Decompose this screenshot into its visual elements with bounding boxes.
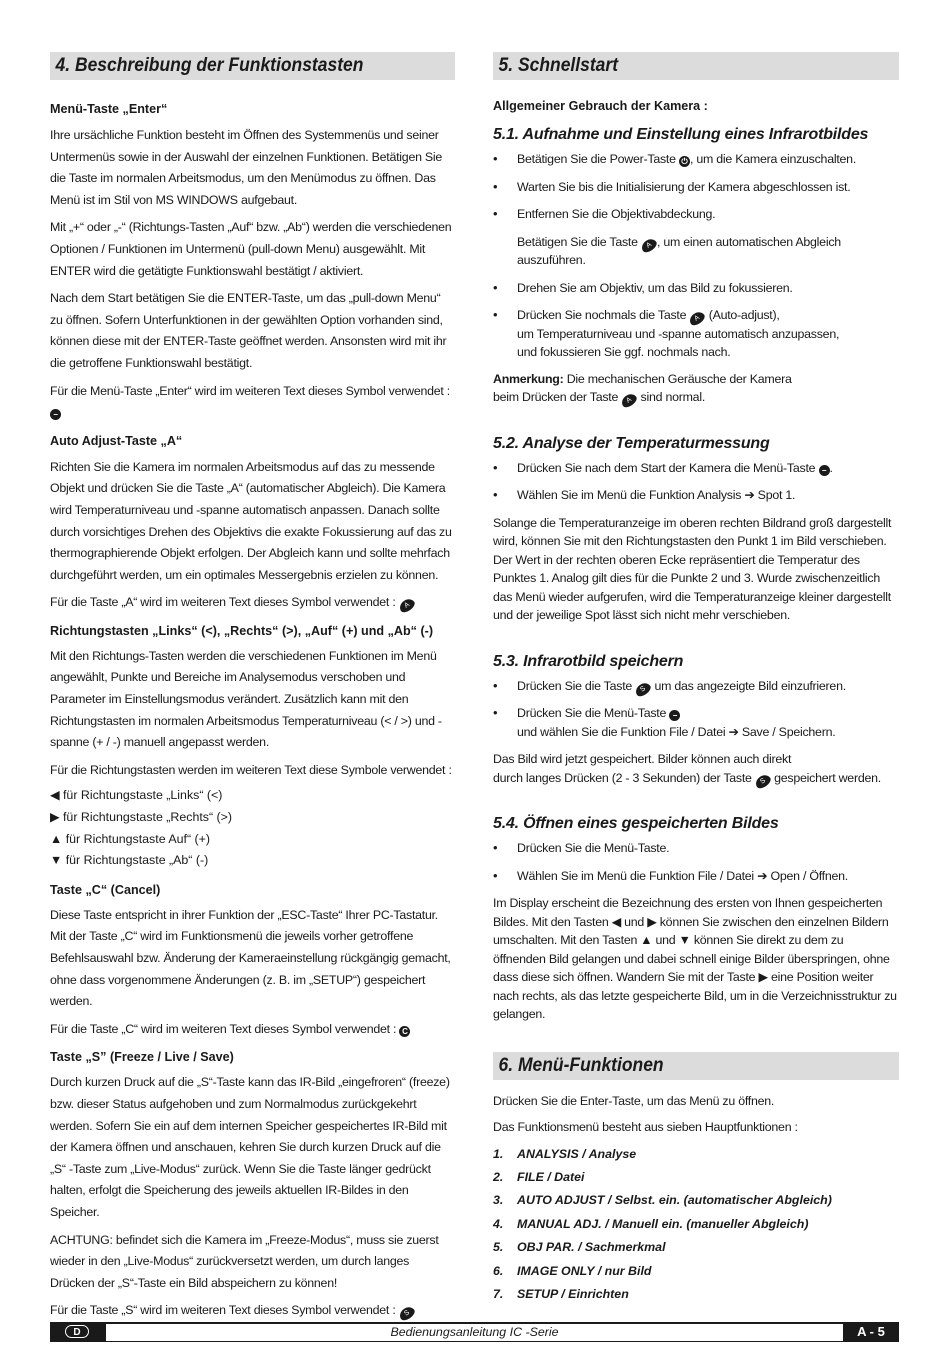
list-item <box>493 1236 899 1259</box>
direction-item-down <box>50 850 455 872</box>
s51-b5-text: Drücken Sie nochmals die Taste <box>517 308 687 322</box>
section-5-2-title: 5.2. Analyse der Temperaturmessung <box>493 434 770 452</box>
list-item-text: SETUP / Einrichten <box>517 1286 629 1301</box>
power-key-icon: ⏻ <box>679 156 690 167</box>
menu-function-list <box>493 1143 899 1307</box>
section-5-title: 5. Schnellstart <box>493 52 899 80</box>
direction-item-left <box>50 785 455 807</box>
enter-key-icon: − <box>669 710 680 721</box>
cancel-key-para: Diese Taste entspricht in ihrer Funktion der „ESC-Taste“ Ihrer PC-Tastatur. Mit der Taste „C“ wird im Funktionsmenü die jeweils vorher getroffene Befehlsauswahl bzw. Änderung der Kameraeinstellung rückgängig gemacht, ohne dass vorgenommene Änderungen (z. B. im „SETUP“) gespeichert werden. <box>50 907 451 1009</box>
s53-bullet-2 <box>493 704 899 741</box>
direction-item-right <box>50 807 455 829</box>
s51-bullet-1 <box>493 150 899 169</box>
direction-item-text: für Richtungstaste „Links“ (<) <box>62 788 223 803</box>
direction-symbol-line: Für die Richtungstasten werden im weiteren Text diese Symbole verwendet : <box>50 762 452 777</box>
right-column <box>493 52 899 1306</box>
s51-bullet-5 <box>493 306 899 362</box>
enter-key-icon: − <box>50 409 61 420</box>
direction-item-text: für Richtungstaste Auf“ (+) <box>65 831 210 846</box>
direction-symbol-list <box>50 785 455 871</box>
s52-para: Solange die Temperaturanzeige im oberen rechten Bildrand groß dargestellt wird, können Sie mit den Richtungstasten den Punkt 1 im Bild verschieben. Der Wert in der rechten oberen Ecke repräsentiert die Temperatur des Punktes 1. Analog gilt dies für die Punkte 2 und 3. Wurde zwischenzeitlich das Menü wieder aufgerufen, wird die Temperaturanzeige kleiner dargestellt und der jeweilige Spot lässt sich nicht mehr verschieben. <box>493 515 892 622</box>
s54-bullet-2: • Wählen Sie im Menü die Funktion File / Datei ➔ Open / Öffnen. <box>493 867 899 886</box>
s51-b3b-text-2: , um einen automatischen Abgleich auszuführen. <box>517 234 841 267</box>
enter-para-2: Mit „+“ oder „-“ (Richtungs-Tasten „Auf“ bzw. „Ab“) werden die verschiedenen Optionen / Funktionen im Untermenü (pull-down Menu) ausgewählt. Mit ENTER wird die getätigte Funktionswahl bestätigt / aktiviert. <box>50 220 452 278</box>
enter-key-heading: Menü-Taste „Enter“ <box>50 102 168 116</box>
direction-item-up <box>50 829 455 851</box>
list-item-number: 2. <box>493 1169 504 1184</box>
enter-symbol-text: Für die Menü-Taste „Enter“ wird im weiteren Text dieses Symbol verwendet : <box>50 383 450 398</box>
page-number: A - 5 <box>843 1322 899 1342</box>
note-label: Anmerkung: <box>493 371 564 386</box>
direction-keys-heading: Richtungstasten „Links“ (<), „Rechts“ (>), „Auf“ (+) und „Ab“ (-) <box>50 623 434 638</box>
list-item-number: 6. <box>493 1263 504 1278</box>
section-6-title: 6. Menü-Funktionen <box>493 1052 899 1080</box>
s51-note <box>493 370 899 407</box>
language-code: D <box>65 1325 89 1338</box>
list-item <box>493 1166 899 1189</box>
s53-b2-text-2: und wählen Sie die Funktion File / Datei ➔ Save / Speichern. <box>517 724 836 739</box>
direction-item-text: für Richtungstaste „Ab“ (-) <box>65 853 209 868</box>
s51-bullet-3: • Entfernen Sie die Objektivabdeckung. <box>493 205 899 224</box>
cancel-key-heading: Taste „C“ (Cancel) <box>50 882 161 897</box>
enter-key-icon: − <box>819 465 830 476</box>
s51-b5-text-2: (Auto-adjust), <box>708 308 780 322</box>
list-item-number: 3. <box>493 1193 504 1208</box>
list-item-number: 7. <box>493 1286 504 1301</box>
list-item-number: 5. <box>493 1240 504 1255</box>
list-item <box>493 1283 899 1306</box>
s6-para-1: Drücken Sie die Enter-Taste, um das Menü zu öffnen. <box>493 1093 775 1108</box>
footer-title: Bedienungsanleitung IC -Serie <box>390 1325 559 1339</box>
auto-symbol-text: Für die Taste „A“ wird im weiteren Text dieses Symbol verwendet : <box>50 595 396 610</box>
s51-b5-text-4: und fokussieren Sie ggf. nochmals nach. <box>517 345 731 359</box>
s53-para <box>493 750 899 787</box>
section-4-header <box>50 52 455 80</box>
s54-para: Im Display erscheint die Bezeichnung des ersten von Ihnen gespeicherten Bildes. Mit den Tasten ◀ und ▶ können Sie zwischen den einzelnen Bildern umschalten. Mit den Tasten ▲ und ▼ können Sie direkt zu dem zu öffnenden Bild gelangen und dabei schnell einige Bilder überspringen, ohne dass diese sich öffnen. Wandern Sie mit der Taste ▶ eine Position weiter nach rechts, als das letzte gespeicherte Bild, um in die Verzeichnisstruktur zu gelangen. <box>493 896 897 1021</box>
auto-adjust-key-icon: A <box>688 309 707 327</box>
auto-adjust-key-icon: A <box>620 391 639 409</box>
save-key-para-2: ACHTUNG: befindet sich die Kamera im „Freeze-Modus“, muss sie zuerst wieder in den „Live-Modus“ zurückversetzt werden, um durch langes Drücken der „S“-Taste ein Bild abspeichern zu können! <box>50 1232 439 1290</box>
language-badge <box>50 1322 106 1342</box>
list-item <box>493 1189 899 1212</box>
list-item <box>493 1260 899 1283</box>
auto-symbol-line <box>50 592 455 614</box>
note-text-2: beim Drücken der Taste <box>493 390 619 404</box>
s53-b2-text: Drücken Sie die Menü-Taste <box>517 706 667 720</box>
s51-bullet-2: • Warten Sie bis die Initialisierung der Kamera abgeschlossen ist. <box>493 178 899 197</box>
s51-b5-text-3: um Temperaturniveau und -spanne automatisch anzupassen, <box>517 326 840 341</box>
auto-adjust-key-icon: A <box>639 236 658 254</box>
s53-para-line-2: durch langes Drücken (2 - 3 Sekunden) der Taste <box>493 770 752 785</box>
page-footer <box>50 1322 899 1342</box>
enter-symbol-line <box>50 381 455 424</box>
list-item-text: IMAGE ONLY / nur Bild <box>517 1263 652 1278</box>
note-text: Die mechanischen Geräusche der Kamera <box>566 371 792 386</box>
list-item-text: ANALYSIS / Analyse <box>517 1146 637 1161</box>
save-key-heading: Taste „S” (Freeze / Live / Save) <box>50 1050 234 1065</box>
save-symbol-text: Für die Taste „S“ wird im weiteren Text dieses Symbol verwendet : <box>50 1303 396 1318</box>
section-6-header <box>493 1052 899 1080</box>
s51-b1-text: Betätigen Sie die Power-Taste <box>517 152 676 166</box>
save-key-para-1: Durch kurzen Druck auf die „S“-Taste kann das IR-Bild „eingefroren“ (freeze) bzw. dieser Status aufgehoben und zum Normalmodus zurückgekehrt werden. Sofern Sie ein auf dem internen Speicher gespeichertes IR-Bild mit der Kamera öffnen und anschauen, kehren Sie durch kurzen Druck auf die „S“ -Taste zum „Live-Modus“ zurück. Wenn Sie die Taste länger gedrückt halten, erfolgt die Speicherung des jeweils aktuellen IR-Bildes in den Speicher. <box>50 1075 450 1219</box>
s51-b3b-text: Betätigen Sie die Taste <box>517 234 638 249</box>
auto-adjust-para: Richten Sie die Kamera im normalen Arbeitsmodus auf das zu messende Objekt und drücken Sie die Taste „A“ (automatischer Abgleich). Die Kamera wird Temperaturniveau und -spanne automatisch anpassen. Danach sollte durch vorsichtiges Drehen des Objektivs die exakte Fokussierung auf das zu thermographierende Objekt erfolgen. Der Abgleich kann und sollte mehrfach durchgeführt werden, um ein optimales Messergebnis erzielen zu können. <box>50 459 452 582</box>
list-item-text: OBJ PAR. / Sachmerkmal <box>517 1240 666 1255</box>
auto-adjust-key-icon: A <box>397 597 416 615</box>
list-item-number: 1. <box>493 1146 504 1161</box>
cancel-key-icon: C <box>399 1026 410 1037</box>
direction-item-text: für Richtungstaste „Rechts“ (>) <box>62 810 233 825</box>
section-4-title: 4. Beschreibung der Funktionstasten <box>50 52 455 80</box>
cancel-symbol-line <box>50 1019 455 1041</box>
list-item-text: AUTO ADJUST / Selbst. ein. (automatischer Abgleich) <box>517 1193 832 1208</box>
cancel-symbol-text: Für die Taste „C“ wird im weiteren Text dieses Symbol verwendet : <box>50 1021 397 1036</box>
save-key-icon: S <box>634 680 653 698</box>
left-column <box>50 52 455 1322</box>
save-key-icon: S <box>753 772 772 790</box>
list-item-text: MANUAL ADJ. / Manuell ein. (manueller Abgleich) <box>517 1216 809 1231</box>
section-5-4-title: 5.4. Öffnen eines gespeicherten Bildes <box>493 815 779 832</box>
note-text-3: sind normal. <box>640 390 706 404</box>
enter-para-3: Nach dem Start betätigen Sie die ENTER-Taste, um das „pull-down Menu“ zu öffnen. Sofern Unterfunktionen in der gewählten Option vorhanden sind, können diese mit der ENTER-Taste geöffnet werden. Ansonsten wird mit ihr die getroffene Funktionswahl bestätigt. <box>50 291 447 370</box>
section-5-1-title: 5.1. Aufnahme und Einstellung eines Infrarotbildes <box>493 126 869 143</box>
s51-bullet-3-continuation <box>493 233 899 270</box>
arrow-right-icon: ▶ <box>50 810 60 825</box>
s52-bullet-2: • Wählen Sie im Menü die Funktion Analysis ➔ Spot 1. <box>493 486 899 505</box>
s53-b1-text: Drücken Sie die Taste <box>517 678 633 693</box>
arrow-down-icon: ▼ <box>50 853 63 868</box>
arrow-up-icon: ▲ <box>50 831 63 846</box>
s54-bullet-1: • Drücken Sie die Menü-Taste. <box>493 839 899 858</box>
section-5-3-title: 5.3. Infrarotbild speichern <box>493 652 684 670</box>
list-item-number: 4. <box>493 1216 504 1231</box>
s53-b1-text-2: um das angezeigte Bild einzufrieren. <box>654 678 846 693</box>
s53-para-line-1: Das Bild wird jetzt gespeichert. Bilder können auch direkt <box>493 752 792 766</box>
list-item-text: FILE / Datei <box>517 1169 585 1184</box>
quickstart-intro: Allgemeiner Gebrauch der Kamera : <box>493 99 708 113</box>
auto-adjust-heading: Auto Adjust-Taste „A“ <box>50 433 183 448</box>
s51-b1-text-2: , um die Kamera einzuschalten. <box>689 152 857 166</box>
list-item <box>493 1143 899 1166</box>
s53-bullet-1 <box>493 677 899 696</box>
arrow-left-icon: ◀ <box>50 788 60 803</box>
save-symbol-line <box>50 1300 455 1322</box>
save-key-icon: S <box>397 1305 416 1323</box>
enter-para-1: Ihre ursächliche Funktion besteht im Öffnen des Systemmenüs und seiner Untermenüs sowie in der Auswahl der einzelnen Funktionen. Betätigen Sie die Taste im normalen Arbeitsmodus, um den Menümodus zu öffnen. Das Menü ist im Stil von MS WINDOWS aufgebaut. <box>50 128 443 207</box>
s52-bullet-1: • Drücken Sie nach dem Start der Kamera die Menü-Taste − . <box>493 459 899 478</box>
s6-para-2: Das Funktionsmenü besteht aus sieben Hauptfunktionen : <box>493 1120 798 1134</box>
direction-keys-para: Mit den Richtungs-Tasten werden die verschiedenen Funktionen im Menü angewählt, Punkte und Bereiche im Analysemodus verschoben und Parameter im Einstellungsmodus verändert. Zusätzlich kann mit den Richtungstasten im normalen Arbeitsmodus Temperaturniveau (< / >) und -spanne (+ / -) manuell angepasst werden. <box>50 648 442 750</box>
section-5-header <box>493 52 899 80</box>
s52-b1-text: Drücken Sie nach dem Start der Kamera die Menü-Taste <box>517 460 816 475</box>
s51-bullet-4: • Drehen Sie am Objektiv, um das Bild zu fokussieren. <box>493 279 899 298</box>
s53-para-line-2b: gespeichert werden. <box>774 770 881 785</box>
list-item <box>493 1213 899 1236</box>
